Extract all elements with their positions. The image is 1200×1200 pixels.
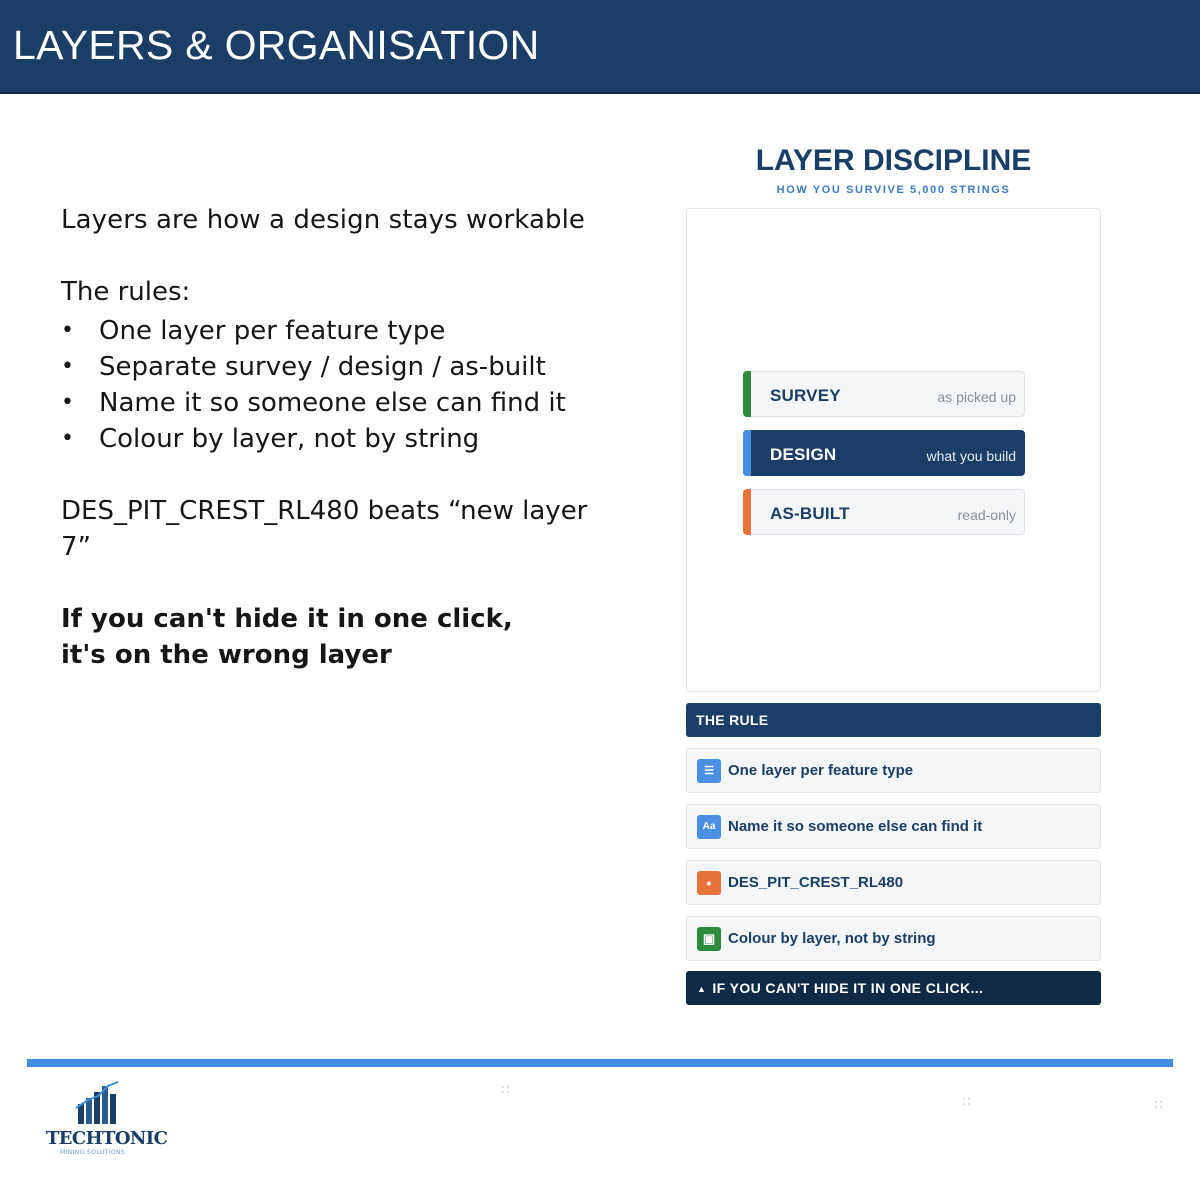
bullet-icon: •: [61, 426, 74, 451]
rule-item-text: One layer per feature type: [728, 762, 914, 779]
decorative-dots: [502, 1086, 510, 1094]
slide-header: [0, 0, 1200, 94]
logo-tagline: MINING SOLUTIONS: [60, 1149, 126, 1156]
layer-name: SURVEY: [770, 386, 841, 405]
text-icon: Aa: [697, 815, 721, 839]
decorative-dots: [963, 1098, 971, 1106]
company-logo: [44, 1078, 168, 1168]
layer-name: AS-BUILT: [770, 504, 850, 523]
dot-icon: •: [697, 871, 721, 895]
rule-item-text: Colour by layer, not by string: [728, 930, 936, 947]
layer-row-design[interactable]: [743, 430, 1025, 476]
rule-item: [686, 916, 1101, 961]
rules-heading: The rules:: [61, 277, 191, 307]
layer-note: what you build: [926, 448, 1016, 464]
layer-panel: [686, 208, 1101, 692]
layer-name: DESIGN: [770, 445, 837, 464]
layer-color-stripe: [743, 489, 751, 535]
footer-divider: [27, 1059, 1173, 1067]
rule-item: [686, 748, 1101, 793]
list-icon: ☰: [697, 759, 721, 783]
layer-note: read-only: [957, 507, 1016, 523]
bullet-icon: •: [61, 390, 74, 415]
rule-bullet-item: [61, 421, 566, 457]
rule-item: [686, 804, 1101, 849]
intro-text: Layers are how a design stays workable: [61, 205, 586, 235]
layer-color-stripe: [743, 430, 751, 476]
takeaway-line: it's on the wrong layer: [61, 640, 392, 670]
rule-item: [686, 860, 1101, 905]
rule-item-text: Name it so someone else can find it: [728, 818, 983, 835]
panel-footer-text: IF YOU CAN'T HIDE IT IN ONE CLICK...: [712, 980, 984, 996]
decorative-dots: [1155, 1101, 1163, 1109]
panel-footer-bar: [686, 971, 1101, 1005]
slide-title: LAYERS & ORGANISATION: [13, 22, 540, 68]
rule-heading: THE RULE: [686, 703, 1101, 737]
rule-text: Separate survey / design / as-built: [99, 352, 546, 382]
rule-bullet-item: [61, 313, 566, 349]
triangle-up-icon: ▲: [697, 984, 707, 994]
logo-wordmark: TECHTONIC: [46, 1128, 168, 1149]
rule-item-text: DES_PIT_CREST_RL480: [728, 874, 904, 891]
bullet-icon: •: [61, 318, 74, 343]
naming-example: DES_PIT_CREST_RL480 beats “new layer 7”: [61, 496, 588, 562]
bullet-icon: •: [61, 354, 74, 379]
layer-note: as picked up: [937, 389, 1016, 405]
rule-text: Colour by layer, not by string: [99, 424, 480, 454]
rule-text: One layer per feature type: [99, 316, 446, 346]
square-icon: ▣: [697, 927, 721, 951]
rule-text: Name it so someone else can find it: [99, 388, 566, 418]
layer-row-as-built[interactable]: [743, 489, 1025, 535]
layer-color-stripe: [743, 371, 751, 417]
takeaway-text: [61, 601, 513, 673]
rule-bullet-item: [61, 385, 566, 421]
takeaway-line: If you can't hide it in one click,: [61, 604, 513, 634]
layer-row-survey[interactable]: [743, 371, 1025, 417]
rule-bullet-item: [61, 349, 566, 385]
panel-title: LAYER DISCIPLINE: [755, 144, 1032, 177]
panel-subtitle: HOW YOU SURVIVE 5,000 STRINGS: [776, 184, 1011, 196]
rules-list: [61, 313, 566, 457]
bar-chart-logo-icon: [74, 1078, 124, 1126]
